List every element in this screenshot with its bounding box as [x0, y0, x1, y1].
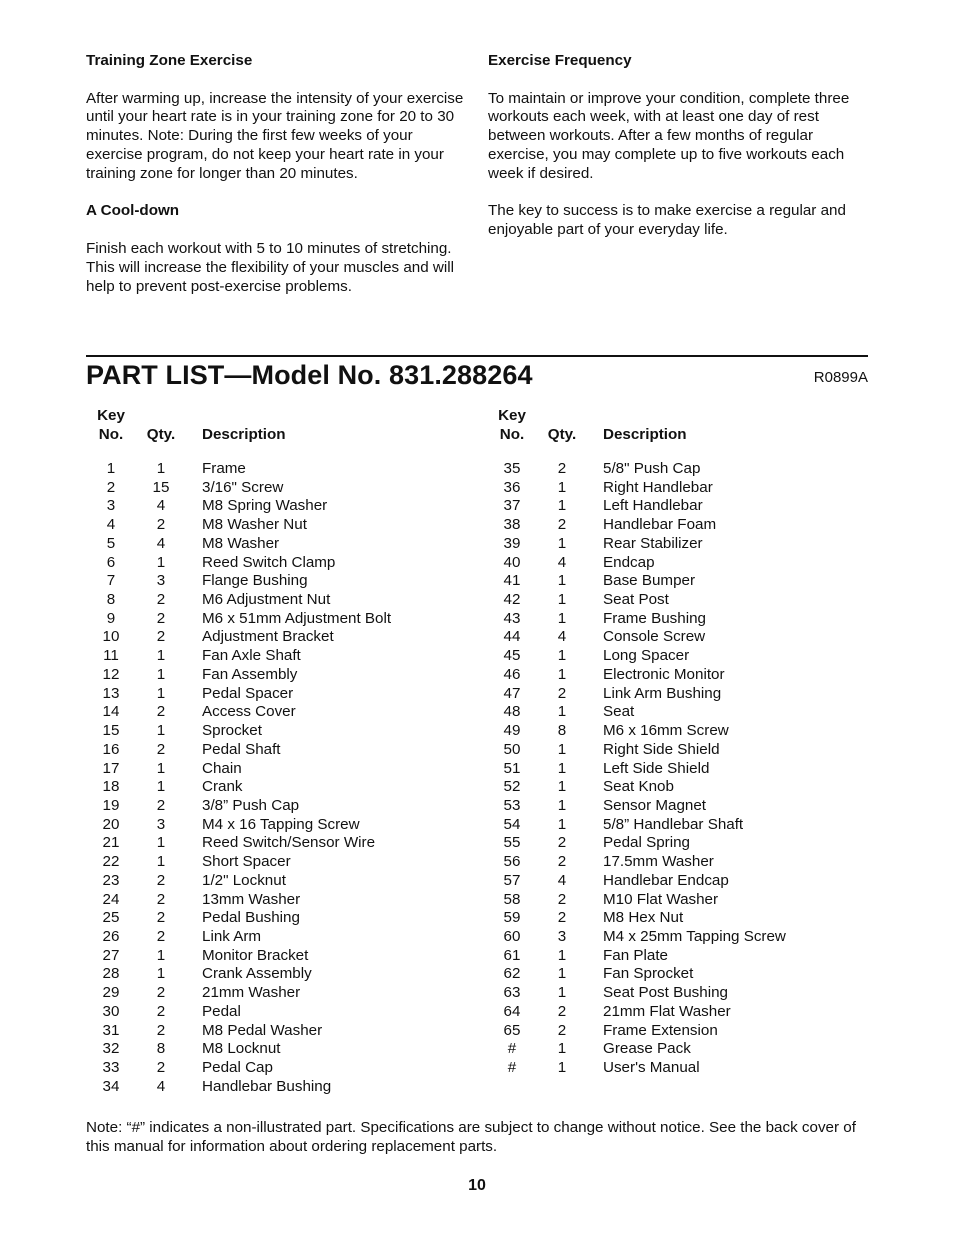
training-zone-heading: Training Zone Exercise [86, 52, 253, 69]
quantity: 2 [156, 1021, 166, 1039]
description: 5/8" Push Cap [603, 460, 701, 477]
quantity: 2 [557, 684, 567, 702]
description-header: Description [603, 425, 687, 443]
description: 3/16" Screw [202, 478, 284, 496]
quantity: 4 [156, 497, 166, 515]
quantity: 1 [156, 460, 166, 477]
key-number: 53 [503, 796, 521, 814]
description: M10 Flat Washer [603, 890, 719, 908]
description: Handlebar Bushing [202, 1077, 332, 1095]
quantity: 1 [557, 572, 567, 590]
key-number: 52 [503, 778, 521, 796]
key-number: 24 [102, 890, 120, 908]
key-number: 45 [503, 647, 521, 665]
quantity: 1 [557, 740, 567, 758]
quantity: 2 [156, 609, 166, 627]
key-number: 33 [102, 1059, 120, 1076]
description: Fan Plate [603, 946, 669, 964]
quantity: 3 [156, 815, 166, 833]
quantity: 2 [557, 1021, 567, 1039]
quantity: 8 [156, 1040, 166, 1058]
description: Reed Switch Clamp [202, 553, 336, 571]
key-number: 62 [503, 965, 521, 983]
quantity: 2 [156, 516, 166, 534]
quantity: 2 [156, 740, 166, 758]
quantity: 1 [557, 478, 567, 496]
cool-down-heading: A Cool-down [86, 202, 180, 220]
quantity: 1 [557, 778, 567, 796]
key-number: 11 [103, 647, 119, 665]
quantity: 1 [557, 965, 567, 983]
quantity: 3 [156, 572, 166, 590]
description: Fan Assembly [202, 665, 298, 683]
key-number: 26 [102, 927, 120, 945]
key-number: 55 [503, 834, 521, 852]
description: Fan Sprocket [603, 965, 694, 983]
key-number: 12 [102, 665, 120, 683]
training-zone-paragraph: After warming up, increase the intensity of your exercise until your heart rate is in your training zone for 20 to 30 minutes. Note: During the first few weeks of your exercise program, do not keep your heart rate in your training zone for longer than 20 minutes. [86, 89, 464, 182]
key-number: 59 [503, 909, 521, 927]
key-number: # [507, 1059, 517, 1076]
description: Left Handlebar [603, 497, 703, 515]
key-number: 7 [106, 572, 116, 590]
description: Short Spacer [202, 853, 291, 871]
key-number: 65 [503, 1021, 521, 1039]
quantity: 1 [557, 497, 567, 515]
key-number: 10 [102, 628, 120, 646]
key-number: 47 [503, 684, 521, 702]
description: M8 Washer Nut [202, 516, 307, 534]
key-number: 56 [503, 853, 521, 871]
quantity: 4 [557, 628, 567, 646]
exercise-frequency-heading: Exercise Frequency [488, 52, 632, 69]
cool-down-paragraph: Finish each workout with 5 to 10 minutes of stretching. This will increase the flexibility of your muscles and will help to prevent post-exercise problems. [86, 239, 455, 295]
quantity: 4 [557, 553, 567, 571]
description: Left Side Shield [603, 759, 710, 777]
quantity: 2 [156, 796, 166, 814]
description: Pedal Bushing [202, 909, 300, 927]
quantity: 1 [156, 647, 166, 665]
quantity: 2 [156, 1059, 166, 1076]
key-number: 15 [102, 722, 120, 740]
key-number: 19 [102, 796, 120, 814]
description: Right Side Shield [603, 740, 720, 758]
key-number: 64 [503, 1002, 521, 1020]
description: Pedal Spacer [202, 684, 294, 702]
quantity: 1 [557, 703, 567, 721]
description: Endcap [603, 553, 655, 571]
quantity: 2 [557, 460, 567, 477]
key-number: 60 [503, 927, 521, 945]
quantity: 1 [557, 534, 567, 552]
description-header: Description [202, 425, 286, 443]
description: M8 Pedal Washer [202, 1021, 323, 1039]
description: Seat Post Bushing [603, 984, 728, 1002]
quantity: 1 [557, 759, 567, 777]
quantity: 1 [156, 553, 166, 571]
description: Chain [202, 759, 242, 777]
description: Adjustment Bracket [202, 628, 334, 646]
description: Pedal Cap [202, 1059, 273, 1076]
key-number: 50 [503, 740, 521, 758]
key-number: 6 [106, 553, 116, 571]
key-number: 27 [102, 946, 120, 964]
key-number: 2 [106, 478, 116, 496]
quantity: 1 [156, 853, 166, 871]
description: 21mm Flat Washer [603, 1002, 731, 1020]
right-text-column [488, 52, 873, 259]
description: Handlebar Foam [603, 516, 717, 534]
key-number: 16 [102, 740, 120, 758]
quantity: 2 [156, 1002, 166, 1020]
key-number: 37 [503, 497, 521, 515]
quantity: 1 [557, 1040, 567, 1058]
description: Pedal Shaft [202, 740, 281, 758]
description: Sprocket [202, 722, 262, 740]
quantity: 2 [156, 890, 166, 908]
key-number: 25 [102, 909, 120, 927]
quantity: 1 [557, 609, 567, 627]
description: Seat Post [603, 591, 669, 609]
key-number: 29 [102, 984, 120, 1002]
key-number: 41 [503, 572, 521, 590]
description: Link Arm [202, 927, 262, 945]
description: Electronic Monitor [603, 665, 725, 683]
quantity: 1 [557, 796, 567, 814]
description: M8 Washer [202, 534, 280, 552]
quantity: 1 [156, 965, 166, 983]
key-number: 20 [102, 815, 120, 833]
quantity: 1 [557, 1059, 567, 1076]
description: Frame [202, 460, 246, 477]
quantity: 2 [557, 1002, 567, 1020]
key-number: 32 [102, 1040, 120, 1058]
key-number: 21 [102, 834, 120, 852]
quantity: 1 [156, 946, 166, 964]
quantity: 2 [156, 927, 166, 945]
quantity: 8 [557, 722, 567, 740]
exercise-frequency-paragraph: To maintain or improve your condition, complete three workouts each week, with at least one day of rest between workouts. After a few months of regular exercise, you may complete up to five workouts each week if desired. [488, 89, 850, 182]
description: 21mm Washer [202, 984, 301, 1002]
description: Seat Knob [603, 778, 674, 796]
document-code: R0899A [813, 369, 868, 386]
description: Crank Assembly [202, 965, 312, 983]
key-number: 14 [102, 703, 120, 721]
quantity: 2 [156, 871, 166, 889]
description: Reed Switch/Sensor Wire [202, 834, 376, 852]
key-number: 18 [102, 778, 120, 796]
key-number: 40 [503, 553, 521, 571]
footnote: Note: “#” indicates a non-illustrated part. Specifications are subject to change without notice. See the back cover of this manual for information about ordering replacement parts. [86, 1119, 856, 1155]
description: M8 Locknut [202, 1040, 281, 1058]
key-number: 23 [102, 871, 120, 889]
description: Base Bumper [603, 572, 696, 590]
key-number: 5 [106, 534, 116, 552]
key-header: Key No. [498, 407, 526, 443]
key-number: 31 [102, 1021, 120, 1039]
quantity: 1 [557, 815, 567, 833]
quantity: 1 [557, 665, 567, 683]
key-number: 34 [102, 1077, 120, 1095]
key-number: 1 [106, 460, 116, 477]
key-to-success-paragraph: The key to success is to make exercise a regular and enjoyable part of your everyday life. [488, 202, 846, 239]
left-text-column [86, 52, 471, 315]
description: Handlebar Endcap [603, 871, 729, 889]
quantity: 2 [156, 591, 166, 609]
description: 13mm Washer [202, 890, 301, 908]
quantity: 1 [156, 722, 166, 740]
description: M4 x 16 Tapping Screw [202, 815, 360, 833]
description: Fan Axle Shaft [202, 647, 301, 665]
quantity: 1 [557, 647, 567, 665]
key-number: 35 [503, 460, 521, 477]
key-number: 22 [102, 853, 120, 871]
key-number: 36 [503, 478, 521, 496]
description: M6 x 51mm Adjustment Bolt [202, 609, 392, 627]
key-number: 8 [106, 591, 116, 609]
page-number: 10 [468, 1177, 486, 1194]
description: M8 Hex Nut [603, 909, 684, 927]
description: Frame Bushing [603, 609, 706, 627]
quantity: 1 [156, 759, 166, 777]
key-number: 49 [503, 722, 521, 740]
key-number: # [507, 1040, 517, 1058]
key-number: 13 [102, 684, 120, 702]
part-list-title: PART LIST—Model No. 831.288264 [86, 360, 533, 390]
description: Crank [202, 778, 243, 796]
quantity: 1 [557, 984, 567, 1002]
description: Sensor Magnet [603, 796, 706, 814]
description: 5/8” Handlebar Shaft [603, 815, 744, 833]
key-number: 39 [503, 534, 521, 552]
description: M6 Adjustment Nut [202, 591, 331, 609]
quantity: 1 [557, 946, 567, 964]
quantity: 4 [557, 871, 567, 889]
key-number: 57 [503, 871, 521, 889]
quantity: 2 [557, 890, 567, 908]
description: Pedal Spring [603, 834, 690, 852]
key-number: 54 [503, 815, 521, 833]
key-number: 28 [102, 965, 120, 983]
quantity: 2 [557, 853, 567, 871]
quantity: 1 [156, 778, 166, 796]
quantity: 2 [557, 516, 567, 534]
key-number: 38 [503, 516, 521, 534]
key-number: 58 [503, 890, 521, 908]
quantity: 2 [156, 628, 166, 646]
quantity: 2 [557, 909, 567, 927]
description: Pedal [202, 1002, 241, 1020]
key-number: 44 [503, 628, 521, 646]
quantity: 4 [156, 1077, 166, 1095]
key-number: 46 [503, 665, 521, 683]
description: 3/8” Push Cap [202, 796, 300, 814]
description: Long Spacer [603, 647, 690, 665]
key-number: 3 [106, 497, 116, 515]
quantity: 15 [152, 478, 170, 496]
key-number: 17 [102, 759, 120, 777]
description: Right Handlebar [603, 478, 713, 496]
key-number: 42 [503, 591, 521, 609]
qty-header: Qty. [547, 425, 577, 443]
quantity: 1 [156, 684, 166, 702]
key-number: 4 [106, 516, 116, 534]
description: Monitor Bracket [202, 946, 309, 964]
description: Rear Stabilizer [603, 534, 703, 552]
description: Console Screw [603, 628, 706, 646]
description: M4 x 25mm Tapping Screw [603, 927, 786, 945]
quantity: 2 [156, 909, 166, 927]
description: M8 Spring Washer [202, 497, 328, 515]
quantity: 1 [557, 591, 567, 609]
description: Access Cover [202, 703, 296, 721]
quantity: 3 [557, 927, 567, 945]
key-number: 61 [503, 946, 521, 964]
description: M6 x 16mm Screw [603, 722, 729, 740]
description: 17.5mm Washer [603, 853, 714, 871]
description: 1/2" Locknut [202, 871, 286, 889]
qty-header: Qty. [146, 425, 176, 443]
description: Seat [603, 703, 635, 721]
key-number: 9 [106, 609, 116, 627]
quantity: 2 [156, 703, 166, 721]
quantity: 2 [557, 834, 567, 852]
quantity: 2 [156, 984, 166, 1002]
key-header: Key No. [97, 407, 125, 443]
key-number: 63 [503, 984, 521, 1002]
key-number: 30 [102, 1002, 120, 1020]
quantity: 4 [156, 534, 166, 552]
key-number: 43 [503, 609, 521, 627]
description: Frame Extension [603, 1021, 718, 1039]
quantity: 1 [156, 665, 166, 683]
description: User's Manual [603, 1059, 700, 1076]
key-number: 48 [503, 703, 521, 721]
description: Link Arm Bushing [603, 684, 722, 702]
key-number: 51 [503, 759, 521, 777]
quantity: 1 [156, 834, 166, 852]
description: Flange Bushing [202, 572, 308, 590]
description: Grease Pack [603, 1040, 691, 1058]
